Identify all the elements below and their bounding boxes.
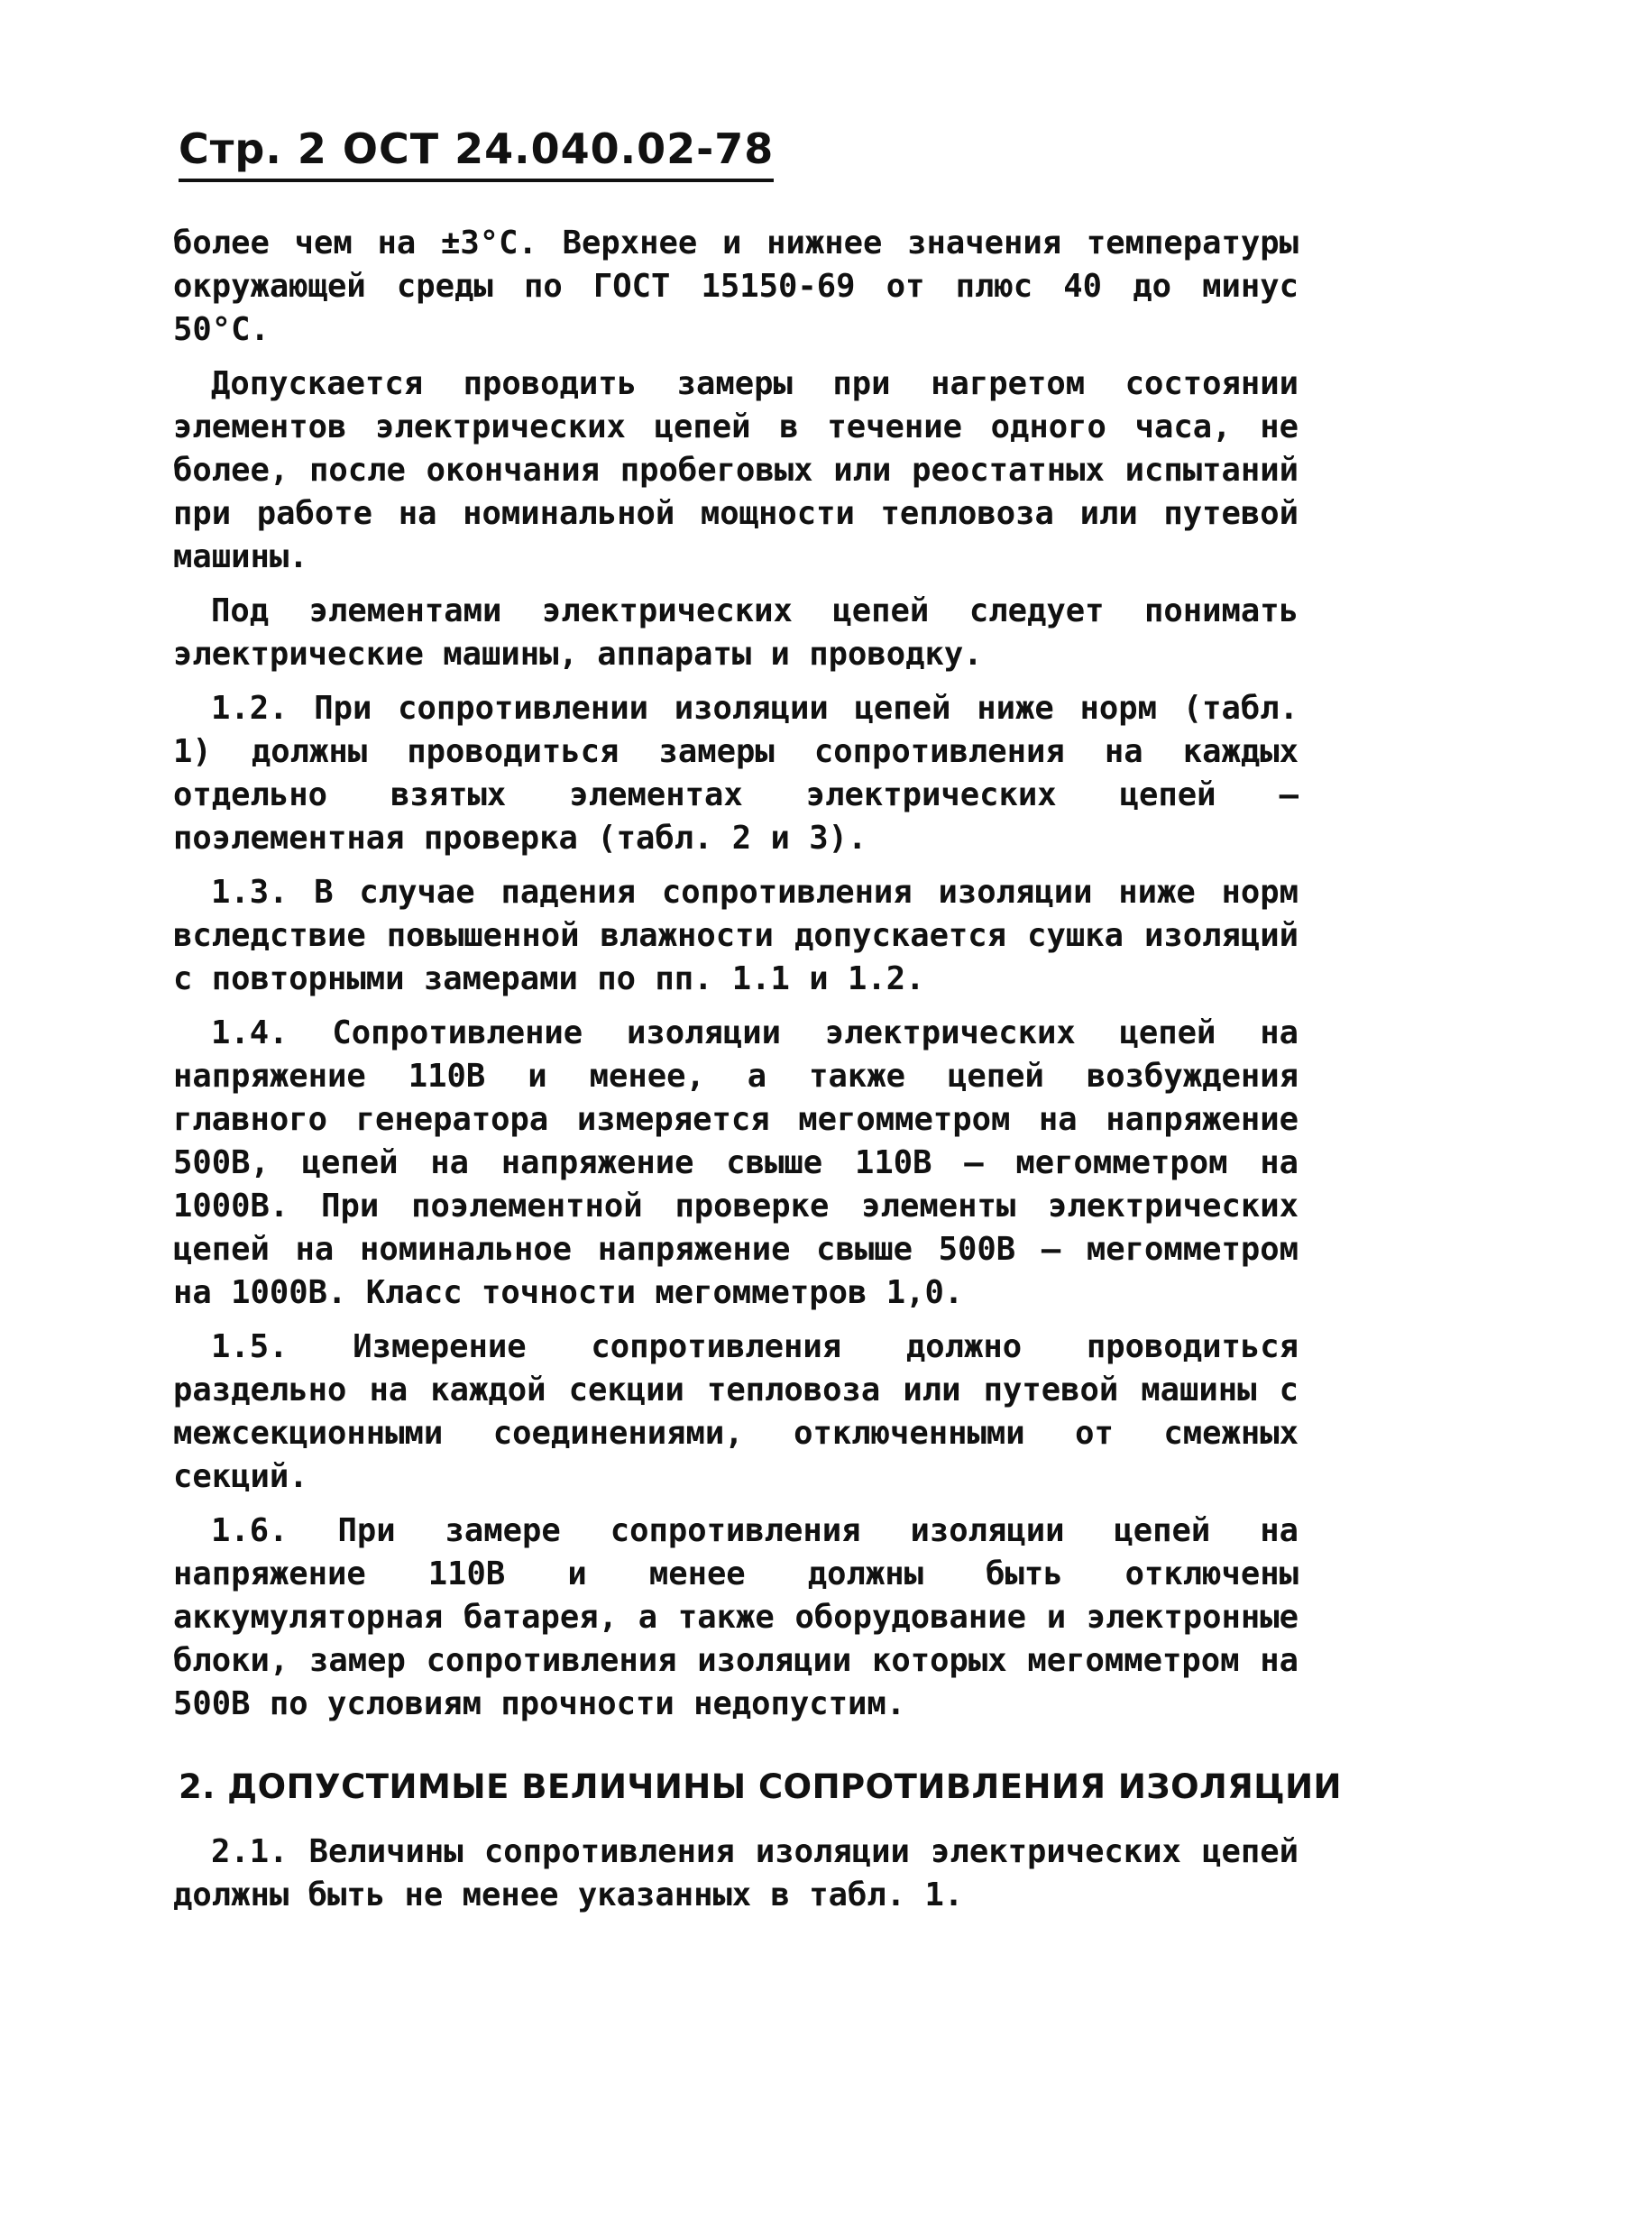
paragraph-1-4: 1.4. Сопротивление изоляции электрических цепей на напряжение 110В и менее, а также цепей возбуждения главного генератора измеряется мегомметром на напряжение 500В, цепей на напряжение свыше 110В – мегомметром на 1000В. При поэлементной проверке элементы электрических цепей на номинальное напряжение свыше 500В – мегомметром на 1000В. Класс точности мегомметров 1,0. [173, 1014, 1299, 1311]
paragraph-heated-measurements: Допускается проводить замеры при нагретом состоянии элементов электрических цепей в течение одного часа, не более, после окончания пробеговых или реостатных испытаний при работе на номинальной мощности тепловоза или путевой машины. [173, 365, 1299, 575]
paragraph-gap [173, 1001, 1299, 1012]
paragraph-1-2: 1.2. При сопротивлении изоляции цепей ниже норм (табл. 1) должны проводиться замеры сопротивления на каждых отдельно взятых элементах электрических цепей – поэлементная проверка (табл. 2 и 3). [173, 690, 1299, 857]
paragraph-gap [173, 1499, 1299, 1509]
paragraph-1-6: 1.6. При замере сопротивления изоляции цепей на напряжение 110В и менее должны быть отключены аккумуляторная батарея, а также оборудование и электронные блоки, замер сопротивления изоляции которых мегомметром на 500В по условиям прочности недопустим. [173, 1512, 1299, 1722]
page-header: Стр. 2 ОСТ 24.040.02-78 [179, 124, 774, 182]
document-body [173, 222, 1299, 1726]
paragraph-temperature: более чем на ±3°С. Верхнее и нижнее значения температуры окружающей среды по ГОСТ 15150-69 от плюс 40 до минус 50°С. [173, 225, 1299, 348]
paragraph-circuit-elements: Под элементами электрических цепей следует понимать электрические машины, аппараты и проводку. [173, 592, 1299, 673]
paragraph-1-5: 1.5. Измерение сопротивления должно проводиться раздельно на каждой секции тепловоза или путевой машины с межсекционными соединениями, отключенными от смежных секций. [173, 1328, 1299, 1495]
paragraph-gap [173, 860, 1299, 871]
paragraph-gap [173, 579, 1299, 590]
paragraph-1-3: 1.3. В случае падения сопротивления изоляции ниже норм вследствие повышенной влажности допускается сушка изоляций с повторными замерами по пп. 1.1 и 1.2. [173, 874, 1299, 997]
section-2-heading: 2. ДОПУСТИМЫЕ ВЕЛИЧИНЫ СОПРОТИВЛЕНИЯ ИЗОЛЯЦИИ [179, 1767, 1343, 1806]
paragraph-gap [173, 352, 1299, 362]
paragraph-gap [173, 676, 1299, 687]
section-2-body [173, 1831, 1299, 1917]
paragraph-gap [173, 1315, 1299, 1326]
paragraph-2-1: 2.1. Величины сопротивления изоляции электрических цепей должны быть не менее указанных в табл. 1. [173, 1833, 1299, 1913]
